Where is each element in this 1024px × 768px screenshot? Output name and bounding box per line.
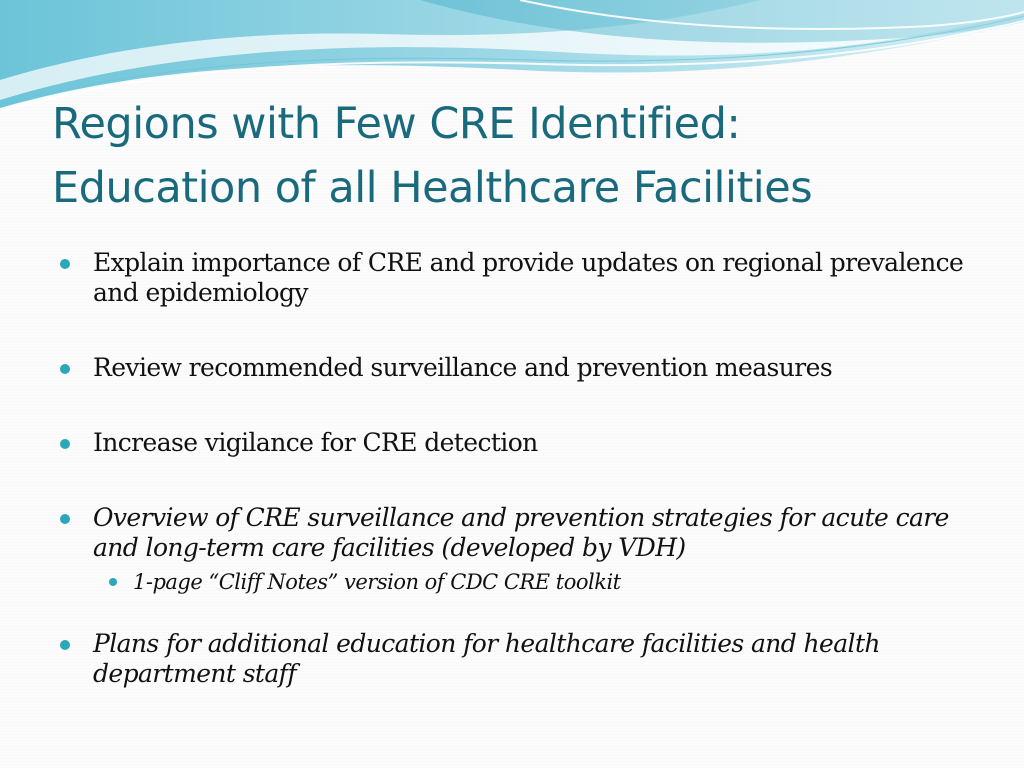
bullet-text: Overview of CRE surveillance and prevention strategies for acute care and long-term care facilities (developed by VDH) bbox=[93, 503, 949, 562]
bullet-item bbox=[60, 428, 980, 458]
bullet-text: Review recommended surveillance and prevention measures bbox=[93, 353, 833, 382]
bullet-dot-icon bbox=[60, 259, 70, 269]
bullet-text: Plans for additional education for healthcare facilities and health department staff bbox=[93, 629, 880, 688]
bullet-item bbox=[60, 353, 980, 383]
title-line-1: Regions with Few CRE Identified: bbox=[52, 99, 741, 149]
sub-bullet-item bbox=[93, 569, 980, 595]
bullet-dot-icon bbox=[60, 364, 70, 374]
bullet-dot-icon bbox=[60, 640, 70, 650]
sub-bullet-dot-icon bbox=[109, 578, 117, 586]
bullet-item bbox=[60, 503, 980, 595]
title-line-2: Education of all Healthcare Facilities bbox=[52, 163, 813, 213]
bullet-list bbox=[60, 248, 980, 689]
bullet-item bbox=[60, 248, 980, 308]
bullet-text: Explain importance of CRE and provide updates on regional prevalence and epidemiology bbox=[93, 248, 964, 307]
bullet-text: Increase vigilance for CRE detection bbox=[93, 428, 538, 457]
bullet-dot-icon bbox=[60, 514, 70, 524]
sub-bullet-text: 1-page “Cliff Notes” version of CDC CRE toolkit bbox=[133, 570, 621, 594]
bullet-item bbox=[60, 629, 980, 689]
slide-title bbox=[52, 92, 992, 220]
bullet-dot-icon bbox=[60, 439, 70, 449]
